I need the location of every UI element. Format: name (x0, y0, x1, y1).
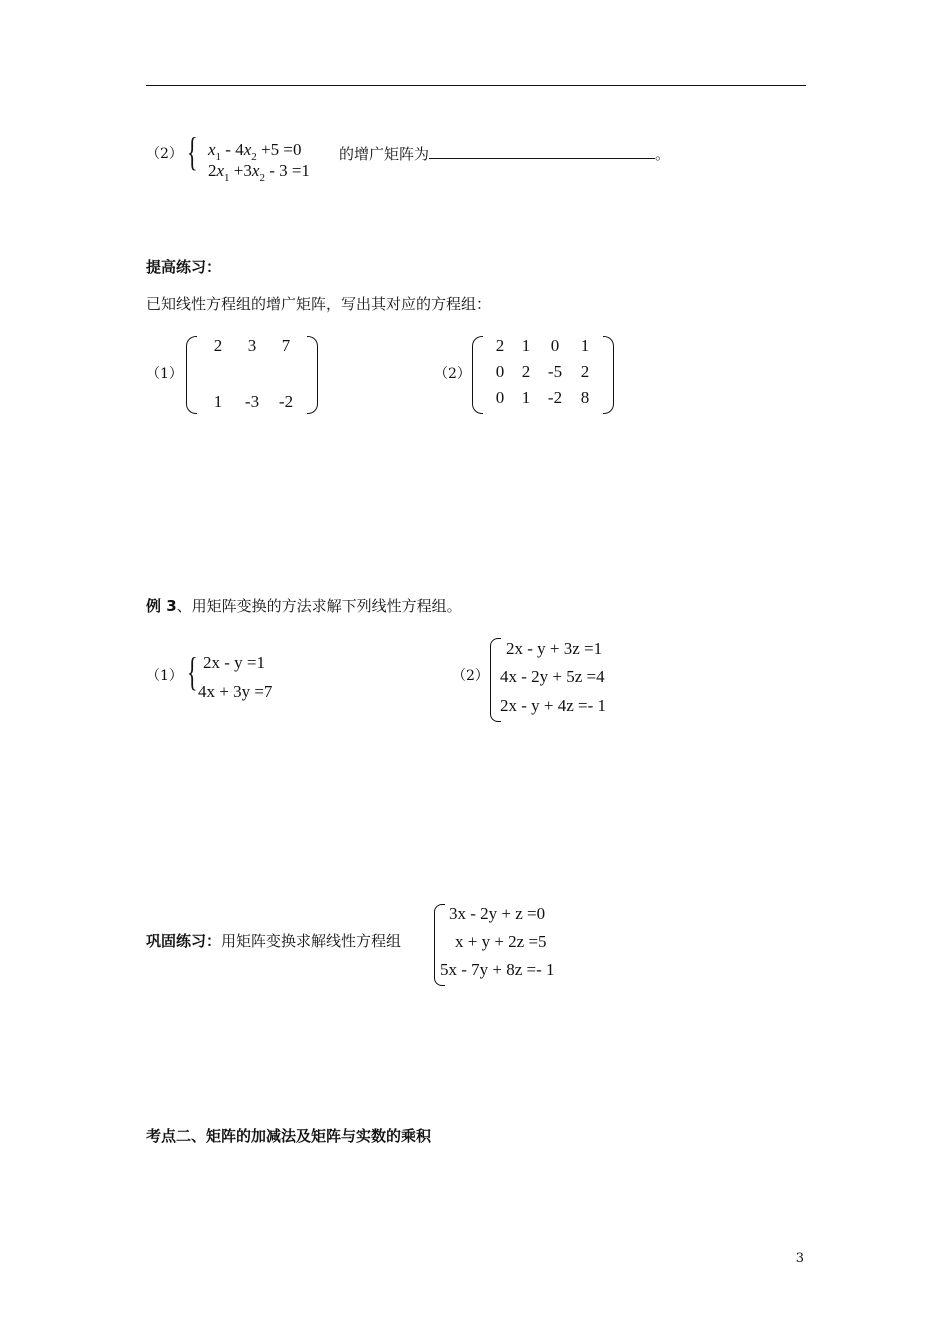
matrix-2-grid (483, 336, 603, 414)
matrix-cell: 1 (521, 388, 531, 407)
system3-eq2: x + y + 2z =5 (455, 932, 547, 951)
example-3-heading: 例 3 (146, 597, 177, 615)
matrix2-label: （2） (434, 366, 471, 382)
example-3-text: 、用矩阵变换的方法求解下列线性方程组。 (176, 597, 462, 615)
matrix-cell: 0 (495, 388, 505, 407)
consolidate-text: 用矩阵变换求解线性方程组 (221, 932, 402, 950)
matrix-cell: 7 (281, 336, 291, 355)
improve-heading: 提高练习： (146, 258, 222, 276)
matrix-cell: -3 (244, 392, 260, 411)
matrix-2 (472, 336, 614, 414)
matrix1-label: （1） (146, 366, 183, 382)
system2-eq2: 4x - 2y + 5z =4 (500, 667, 605, 686)
matrix-cell: -5 (547, 362, 563, 381)
matrix-cell: 8 (580, 388, 590, 407)
matrix-cell: -2 (547, 388, 563, 407)
matrix-cell: 1 (213, 392, 223, 411)
matrix-cell: 1 (521, 336, 531, 355)
matrix-cell (235, 364, 269, 392)
system3-eq3: 5x - 7y + 8z =- 1 (440, 960, 555, 979)
matrix-cell: 2 (580, 362, 590, 381)
header-rule (146, 85, 806, 86)
system3-eq1: 3x - 2y + z =0 (449, 904, 546, 923)
q2-label: （2） (146, 146, 183, 162)
system1-brace: { (187, 649, 198, 694)
consolidate-heading: 巩固练习： (146, 932, 222, 950)
q2-equation-1: $x_1 - 4x_2 +5 =0$ (208, 140, 302, 163)
right-paren (307, 336, 318, 414)
system1-eq1: 2x - y =1 (203, 653, 265, 672)
system1-eq2: 4x + 3y =7 (198, 682, 273, 701)
consolidate (146, 930, 401, 951)
system2-label: （2） (452, 668, 489, 684)
topic-heading: 考点二、矩阵的加减法及矩阵与实数的乘积 (146, 1127, 432, 1145)
answer-blank[interactable] (429, 144, 655, 159)
matrix-cell (269, 364, 303, 392)
matrix-cell: 2 (521, 362, 531, 381)
system2-eq1: 2x - y + 3z =1 (506, 639, 603, 658)
matrix-cell: 0 (550, 336, 560, 355)
page-number: 3 (795, 1251, 804, 1266)
system1-label: （1） (146, 668, 183, 684)
matrix-1-grid (197, 336, 307, 414)
system2-eq3: 2x - y + 4z =- 1 (500, 696, 607, 715)
matrix-cell: 2 (495, 336, 505, 355)
matrix-cell: -2 (278, 392, 294, 411)
matrix-cell: 3 (247, 336, 257, 355)
q2-equation-2: $2x_1 +3x_2 - 3 =1$ (208, 161, 310, 184)
left-paren (472, 336, 483, 414)
left-paren (186, 336, 197, 414)
right-paren (603, 336, 614, 414)
q2-prompt: 的增广矩阵为 。 (339, 145, 671, 163)
example-3 (146, 595, 462, 616)
q2-brace: { (187, 129, 198, 174)
matrix-cell: 2 (213, 336, 223, 355)
matrix-1 (186, 336, 318, 414)
matrix-cell (201, 364, 235, 392)
matrix-cell: 0 (495, 362, 505, 381)
improve-instructions: 已知线性方程组的增广矩阵，写出其对应的方程组： (146, 295, 492, 313)
matrix-cell: 1 (580, 336, 590, 355)
